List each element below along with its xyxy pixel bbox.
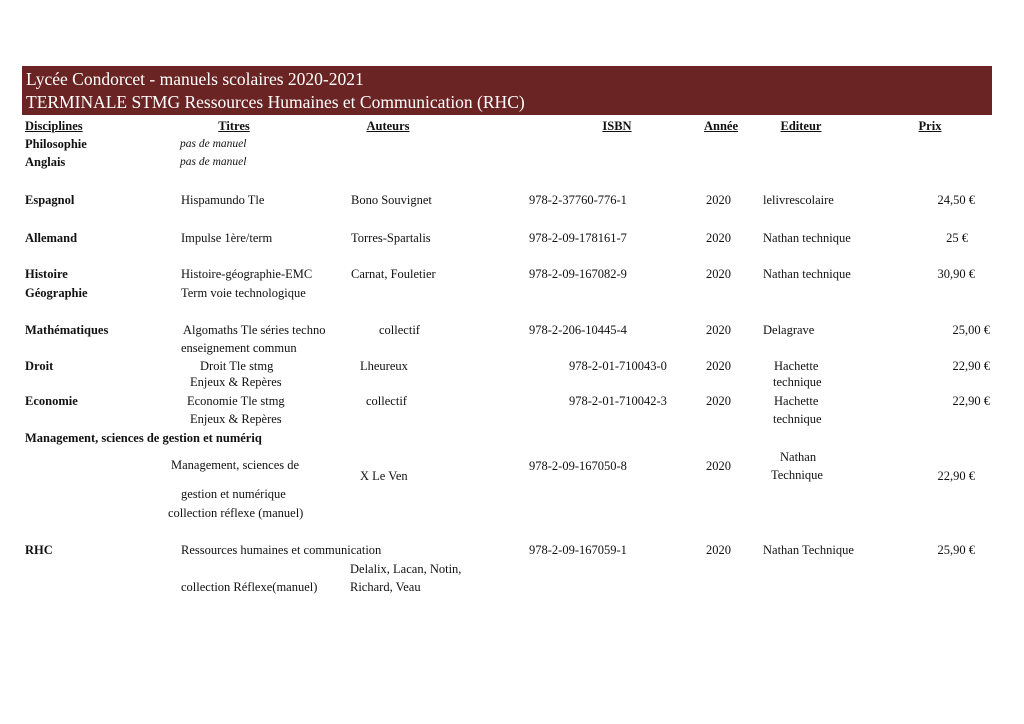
titre: Hispamundo Tle: [181, 193, 265, 207]
annee: 2020: [706, 459, 731, 473]
titre: pas de manuel: [180, 138, 247, 150]
discipline: Espagnol: [25, 193, 75, 207]
discipline: RHC: [25, 543, 53, 557]
discipline: Histoire: [25, 267, 68, 281]
prix: 30,90 €: [937, 267, 975, 281]
prix: 22,90 €: [937, 469, 975, 483]
col-editeur: Editeur: [780, 119, 822, 133]
discipline: Economie: [25, 394, 78, 408]
prix: 22,90 €: [952, 359, 990, 373]
auteur: Lheureux: [360, 359, 408, 373]
titre: Impulse 1ère/term: [181, 231, 273, 245]
col-isbn: ISBN: [602, 119, 632, 133]
titre: Ressources humaines et communication: [181, 543, 382, 557]
editeur: Nathan technique: [763, 231, 851, 245]
prix: 25 €: [946, 231, 968, 245]
editeur: Technique: [771, 468, 823, 482]
titre: Management, sciences de: [171, 458, 300, 472]
annee: 2020: [706, 543, 731, 557]
titre: Algomaths Tle séries techno: [183, 323, 326, 337]
discipline: Droit: [25, 359, 54, 373]
titre: Term voie technologique: [181, 286, 306, 300]
prix: 25,90 €: [937, 543, 975, 557]
editeur: Nathan: [780, 450, 817, 464]
editeur: Hachette: [774, 394, 819, 408]
discipline: Management, sciences de gestion et numériq: [25, 431, 262, 445]
editeur: Nathan technique: [763, 267, 851, 281]
annee: 2020: [706, 359, 731, 373]
header-banner: [22, 66, 992, 115]
titre: Enjeux & Repères: [190, 412, 282, 426]
annee: 2020: [706, 394, 731, 408]
isbn: 978-2-206-10445-4: [529, 323, 627, 337]
auteur: Delalix, Lacan, Notin,: [350, 562, 462, 576]
isbn: 978-2-01-710042-3: [569, 394, 667, 408]
document-subtitle: TERMINALE STMG Ressources Humaines et Communication (RHC): [26, 92, 525, 112]
discipline: Allemand: [25, 231, 78, 245]
editeur: lelivrescolaire: [763, 193, 834, 207]
col-auteurs: Auteurs: [366, 119, 410, 133]
auteur: Torres-Spartalis: [351, 231, 431, 245]
document-title: Lycée Condorcet - manuels scolaires 2020-2021: [26, 69, 364, 89]
auteur: X Le Ven: [360, 469, 408, 483]
col-disciplines: Disciplines: [25, 119, 83, 133]
prix: 25,00 €: [952, 323, 990, 337]
prix: 24,50 €: [937, 193, 975, 207]
titre: collection réflexe (manuel): [168, 506, 304, 520]
auteur: Carnat, Fouletier: [351, 267, 436, 281]
annee: 2020: [706, 193, 731, 207]
auteur: collectif: [379, 323, 420, 337]
editeur: technique: [773, 412, 822, 426]
isbn: 978-2-09-167082-9: [529, 267, 627, 281]
prix: 22,90 €: [952, 394, 990, 408]
discipline: Anglais: [25, 155, 66, 169]
isbn: 978-2-01-710043-0: [569, 359, 667, 373]
titre: Histoire-géographie-EMC: [181, 267, 313, 281]
col-prix: Prix: [918, 119, 942, 133]
editeur: Hachette: [774, 359, 819, 373]
titre: gestion et numérique: [181, 487, 286, 501]
titre: collection Réflexe(manuel): [181, 580, 318, 594]
auteur: Richard, Veau: [350, 580, 421, 594]
editeur: technique: [773, 375, 822, 389]
titre: pas de manuel: [180, 156, 247, 168]
col-titres: Titres: [218, 119, 250, 133]
titre: Economie Tle stmg: [187, 394, 285, 408]
annee: 2020: [706, 323, 731, 337]
annee: 2020: [706, 231, 731, 245]
isbn: 978-2-09-167050-8: [529, 459, 627, 473]
isbn: 978-2-37760-776-1: [529, 193, 627, 207]
titre: enseignement commun: [181, 341, 297, 355]
auteur: collectif: [366, 394, 407, 408]
col-annee: Année: [703, 119, 739, 133]
isbn: 978-2-09-167059-1: [529, 543, 627, 557]
editeur: Delagrave: [763, 323, 815, 337]
discipline: Philosophie: [25, 137, 87, 151]
isbn: 978-2-09-178161-7: [529, 231, 627, 245]
titre: Droit Tle stmg: [200, 359, 274, 373]
discipline: Géographie: [25, 286, 88, 300]
titre: Enjeux & Repères: [190, 375, 282, 389]
auteur: Bono Souvignet: [351, 193, 432, 207]
annee: 2020: [706, 267, 731, 281]
editeur: Nathan Technique: [763, 543, 854, 557]
discipline: Mathématiques: [25, 323, 109, 337]
